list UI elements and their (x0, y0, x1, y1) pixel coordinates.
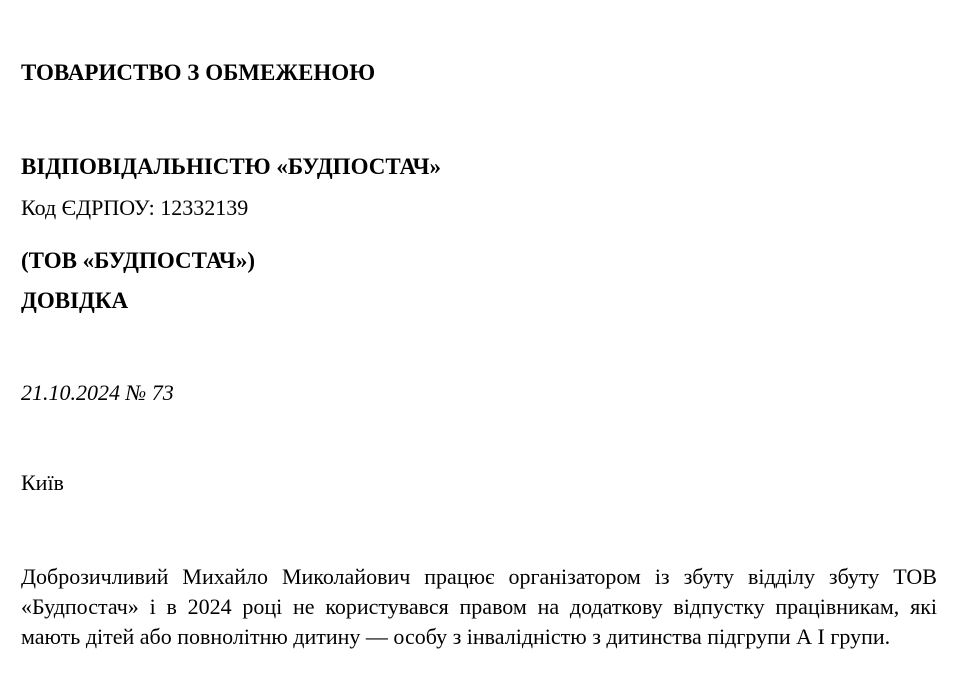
city-name: Київ (21, 470, 64, 495)
company-name-line-3: (ТОВ «БУДПОСТАЧ») (21, 248, 255, 273)
company-name-line-2: ВІДПОВІДАЛЬНІСТЮ «БУДПОСТАЧ» (21, 154, 442, 179)
edrpou-code-line: Код ЄДРПОУ: 12332139 (21, 195, 249, 220)
date-and-number-line: 21.10.2024 № 73 (21, 380, 174, 405)
company-name-line-1: ТОВАРИСТВО З ОБМЕЖЕНОЮ (21, 60, 376, 85)
body-paragraph: Доброзичливий Михайло Миколайович працює організатором із збуту відділу збуту ТОВ «Будпостач» і в 2024 році не користувався правом на додаткову відпустку працівникам, які мають дітей або повнолітню дитину — особу з інвалідністю з дитинства підгрупи А І групи. (21, 564, 937, 649)
document-type-title: ДОВІДКА (21, 288, 129, 313)
company-name (21, 2, 441, 331)
